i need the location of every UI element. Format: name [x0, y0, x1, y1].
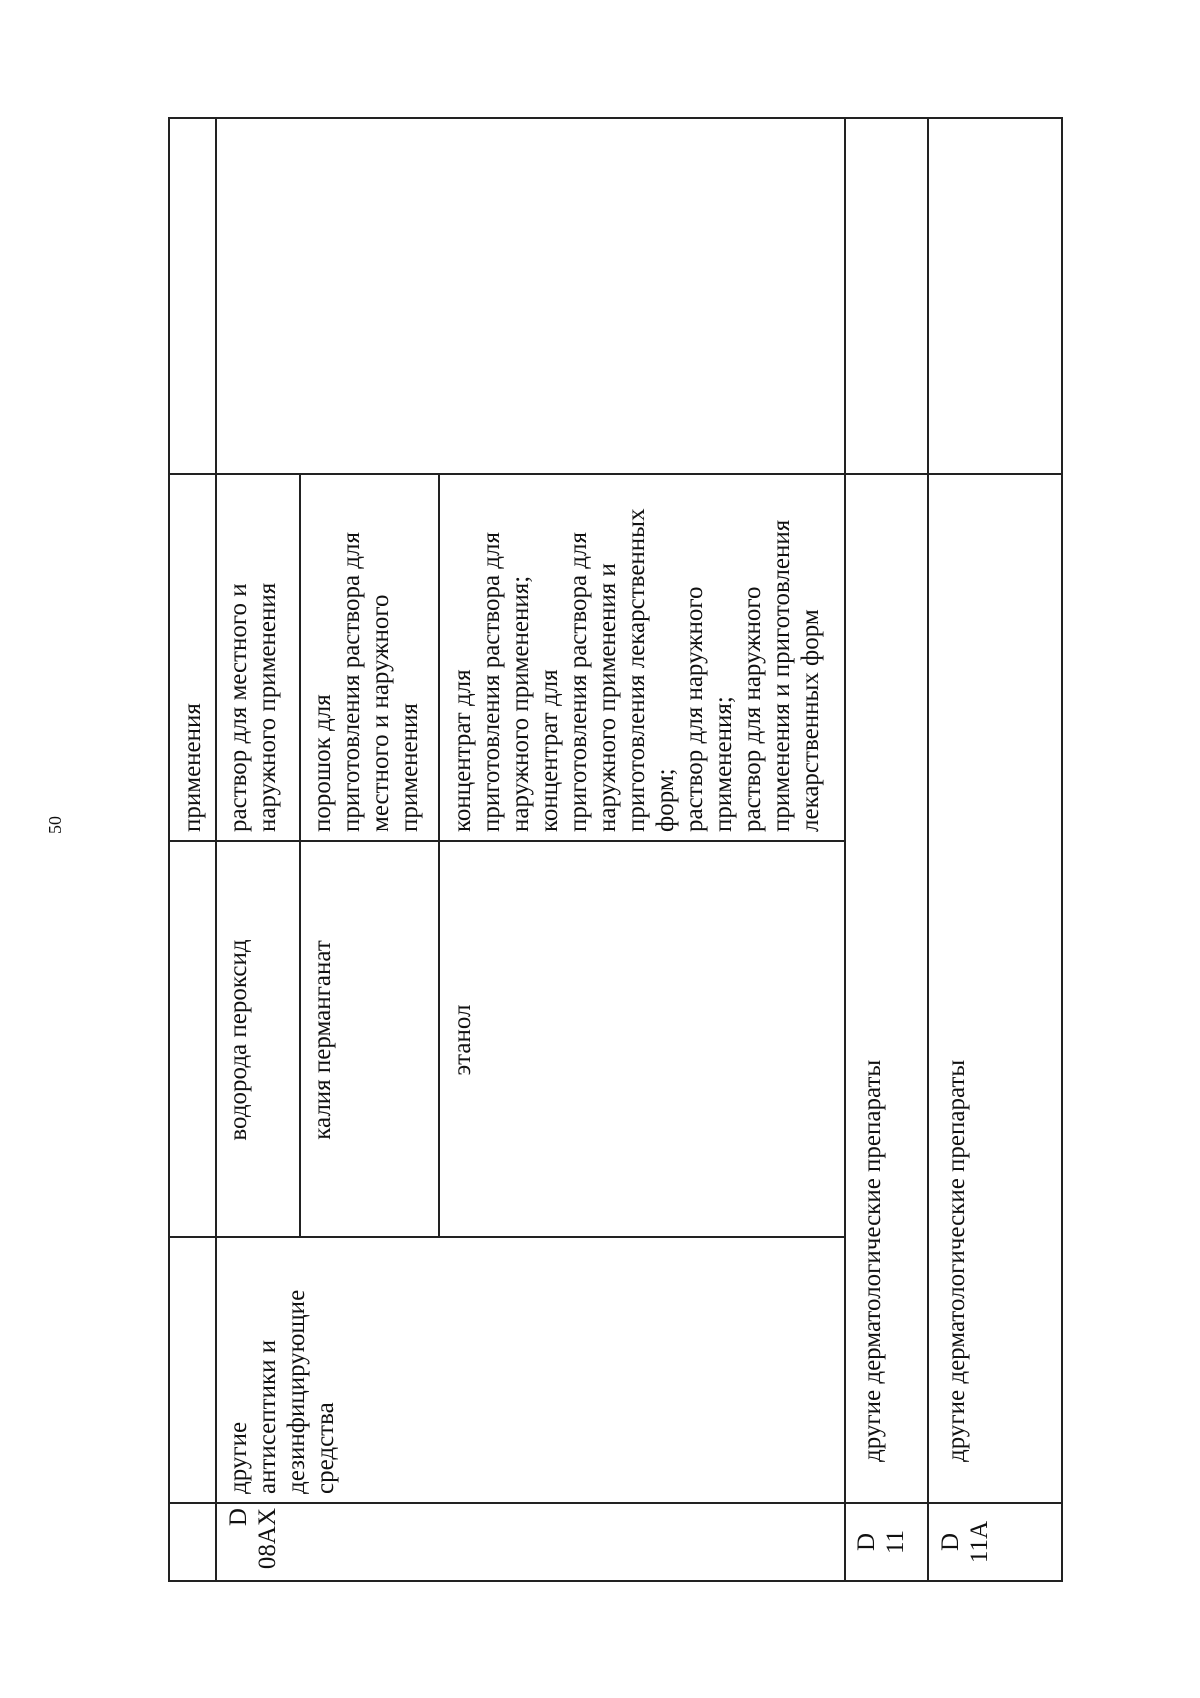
table-border-top — [168, 117, 170, 1582]
page-number: 50 — [45, 816, 65, 834]
dosage-forms-cell: порошок для приготовления раствора для местного и наружного применения — [309, 532, 423, 832]
drug-table — [168, 117, 1063, 1582]
drug-name-cell: калия перманганат — [309, 940, 336, 1140]
group-name-cell: другие дерматологические препараты — [943, 1059, 970, 1462]
table-row-divider — [215, 117, 217, 1582]
dosage-forms-cell: концентрат для приготовления раствора для наружного применения; концентрат для приготовления раствора для наружного применения и приготовления лекарственных форм; раствор для наружного применения; раствор для наружного применения и приготовления лекарственных форм — [449, 508, 824, 832]
table-row-divider — [844, 117, 846, 1582]
drug-name-cell: этанол — [449, 1004, 476, 1076]
group-name-cell: другие антисептики и дезинфицирующие средства — [225, 1289, 339, 1494]
group-name-cell: другие дерматологические препараты — [859, 1059, 886, 1462]
subrow-divider — [438, 473, 440, 1238]
table-col-divider — [168, 1236, 846, 1238]
dosage-forms-cell: раствор для местного и наружного применения — [225, 582, 281, 832]
table-row-divider — [927, 117, 929, 1582]
table-col-divider — [168, 473, 1063, 475]
atc-code-cell: D 11A — [937, 1520, 993, 1564]
table-col-divider — [168, 1502, 1063, 1504]
table-col-divider — [168, 840, 846, 842]
drug-name-cell: водорода пероксид — [225, 939, 252, 1141]
atc-code-cell: D 08AX — [225, 1508, 281, 1570]
atc-code-cell: D 11 — [853, 1529, 909, 1555]
forms-cell-continuation: применения — [179, 703, 206, 832]
subrow-divider — [299, 473, 301, 1238]
table-border-right — [168, 117, 1063, 119]
table-border-bottom — [1061, 117, 1063, 1582]
table-border-left — [168, 1580, 1063, 1582]
